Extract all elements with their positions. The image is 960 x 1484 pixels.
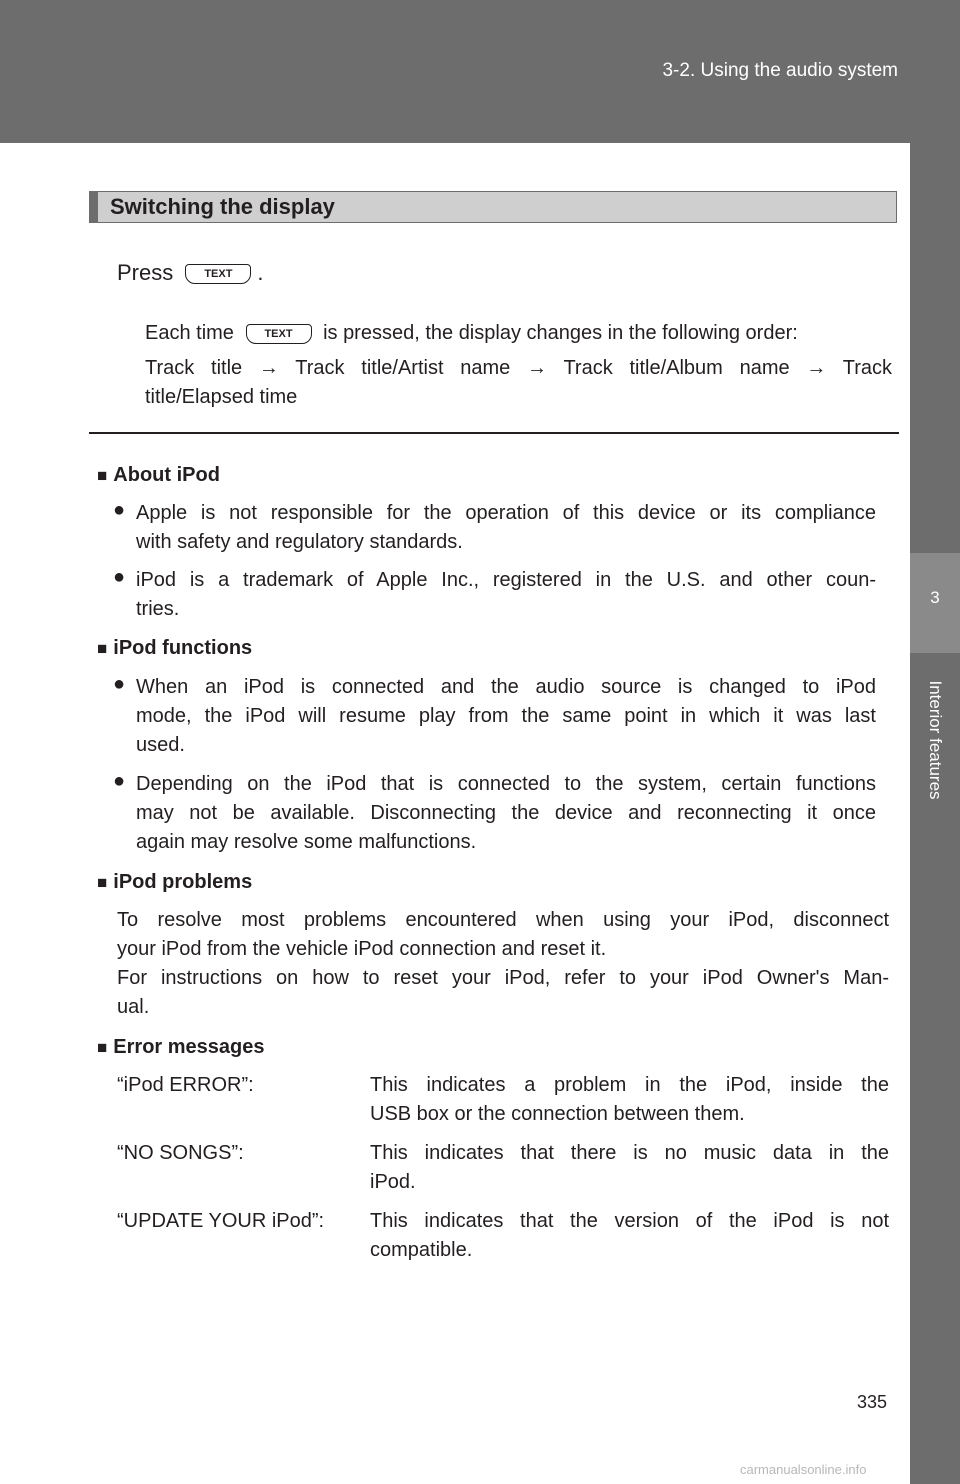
circle-bullet-icon: ● [113, 673, 126, 695]
ipod-problems-heading [97, 868, 252, 897]
error-code-3: “UPDATE YOUR iPod”: [117, 1210, 325, 1232]
ipod-problems-heading-text: iPod problems [113, 871, 253, 893]
each-time-rest: is pressed, the display changes in the following order: [323, 322, 798, 344]
square-bullet-icon: ■ [97, 466, 108, 485]
press-text: Press [117, 260, 174, 285]
display-order-line2: title/Elapsed time [145, 386, 298, 408]
square-bullet-icon: ■ [97, 1038, 108, 1057]
error-desc-2-line2: iPod. [370, 1171, 416, 1193]
problems-line4: ual. [117, 996, 150, 1018]
functions-bullet-1-line2: mode, the iPod will resume play from the same point in which it was last [136, 705, 876, 727]
page-number: 335 [857, 1392, 888, 1412]
square-bullet-icon: ■ [97, 639, 108, 658]
ipod-functions-heading [97, 634, 252, 663]
problems-line1: To resolve most problems encountered when using your iPod, disconnect [117, 909, 889, 931]
chapter-number: 3 [930, 588, 940, 607]
display-order-line1: Track title → Track title/Artist name → Track title/Album name → Track [145, 357, 892, 379]
circle-bullet-icon: ● [113, 770, 126, 792]
section-title: Switching the display [110, 194, 335, 219]
about-bullet-2-line1: iPod is a trademark of Apple Inc., registered in the U.S. and other coun- [136, 569, 876, 591]
circle-bullet-icon: ● [113, 499, 126, 521]
text-button-icon: TEXT [185, 264, 251, 284]
square-bullet-icon: ■ [97, 873, 108, 892]
chapter-label: Interior features [926, 680, 945, 800]
error-desc-3-line2: compatible. [370, 1239, 473, 1261]
about-bullet-1-line2: with safety and regulatory standards. [136, 531, 463, 553]
error-code-1: “iPod ERROR”: [117, 1074, 254, 1096]
section-heading-accent [89, 191, 98, 223]
error-messages-heading-text: Error messages [113, 1036, 265, 1058]
functions-bullet-2-line2: may not be available. Disconnecting the device and reconnecting it once [136, 802, 876, 824]
error-desc-1-line2: USB box or the connection between them. [370, 1103, 745, 1125]
problems-line3: For instructions on how to reset your iPod, refer to your iPod Owner's Man- [117, 967, 889, 989]
about-bullet-1-line1: Apple is not responsible for the operation of this device or its compliance [136, 502, 876, 524]
about-ipod-heading [97, 461, 220, 490]
press-period: . [257, 260, 264, 285]
functions-bullet-1-line3: used. [136, 734, 185, 756]
press-instruction [117, 258, 264, 287]
functions-bullet-2-line3: again may resolve some malfunctions. [136, 831, 477, 853]
each-time-line [145, 319, 798, 348]
functions-bullet-1-line1: When an iPod is connected and the audio source is changed to iPod [136, 676, 876, 698]
error-messages-heading [97, 1033, 264, 1062]
error-desc-2-line1: This indicates that there is no music data in the [370, 1142, 889, 1164]
about-ipod-heading-text: About iPod [113, 464, 220, 486]
header-title: 3-2. Using the audio system [662, 60, 898, 81]
each-time-text: Each time [145, 322, 234, 344]
about-bullet-2-line2: tries. [136, 598, 180, 620]
error-code-2: “NO SONGS”: [117, 1142, 244, 1164]
problems-line2: your iPod from the vehicle iPod connection and reset it. [117, 938, 607, 960]
ipod-functions-heading-text: iPod functions [113, 637, 253, 659]
error-desc-1-line1: This indicates a problem in the iPod, inside the [370, 1074, 889, 1096]
functions-bullet-2-line1: Depending on the iPod that is connected to the system, certain functions [136, 773, 876, 795]
text-button-icon-small: TEXT [246, 324, 312, 344]
chapter-side-tab [910, 143, 960, 1484]
footer-watermark: carmanualsonline.info [740, 1462, 867, 1477]
error-desc-3-line1: This indicates that the version of the iPod is not [370, 1210, 889, 1232]
circle-bullet-icon: ● [113, 566, 126, 588]
divider-rule [89, 432, 899, 434]
